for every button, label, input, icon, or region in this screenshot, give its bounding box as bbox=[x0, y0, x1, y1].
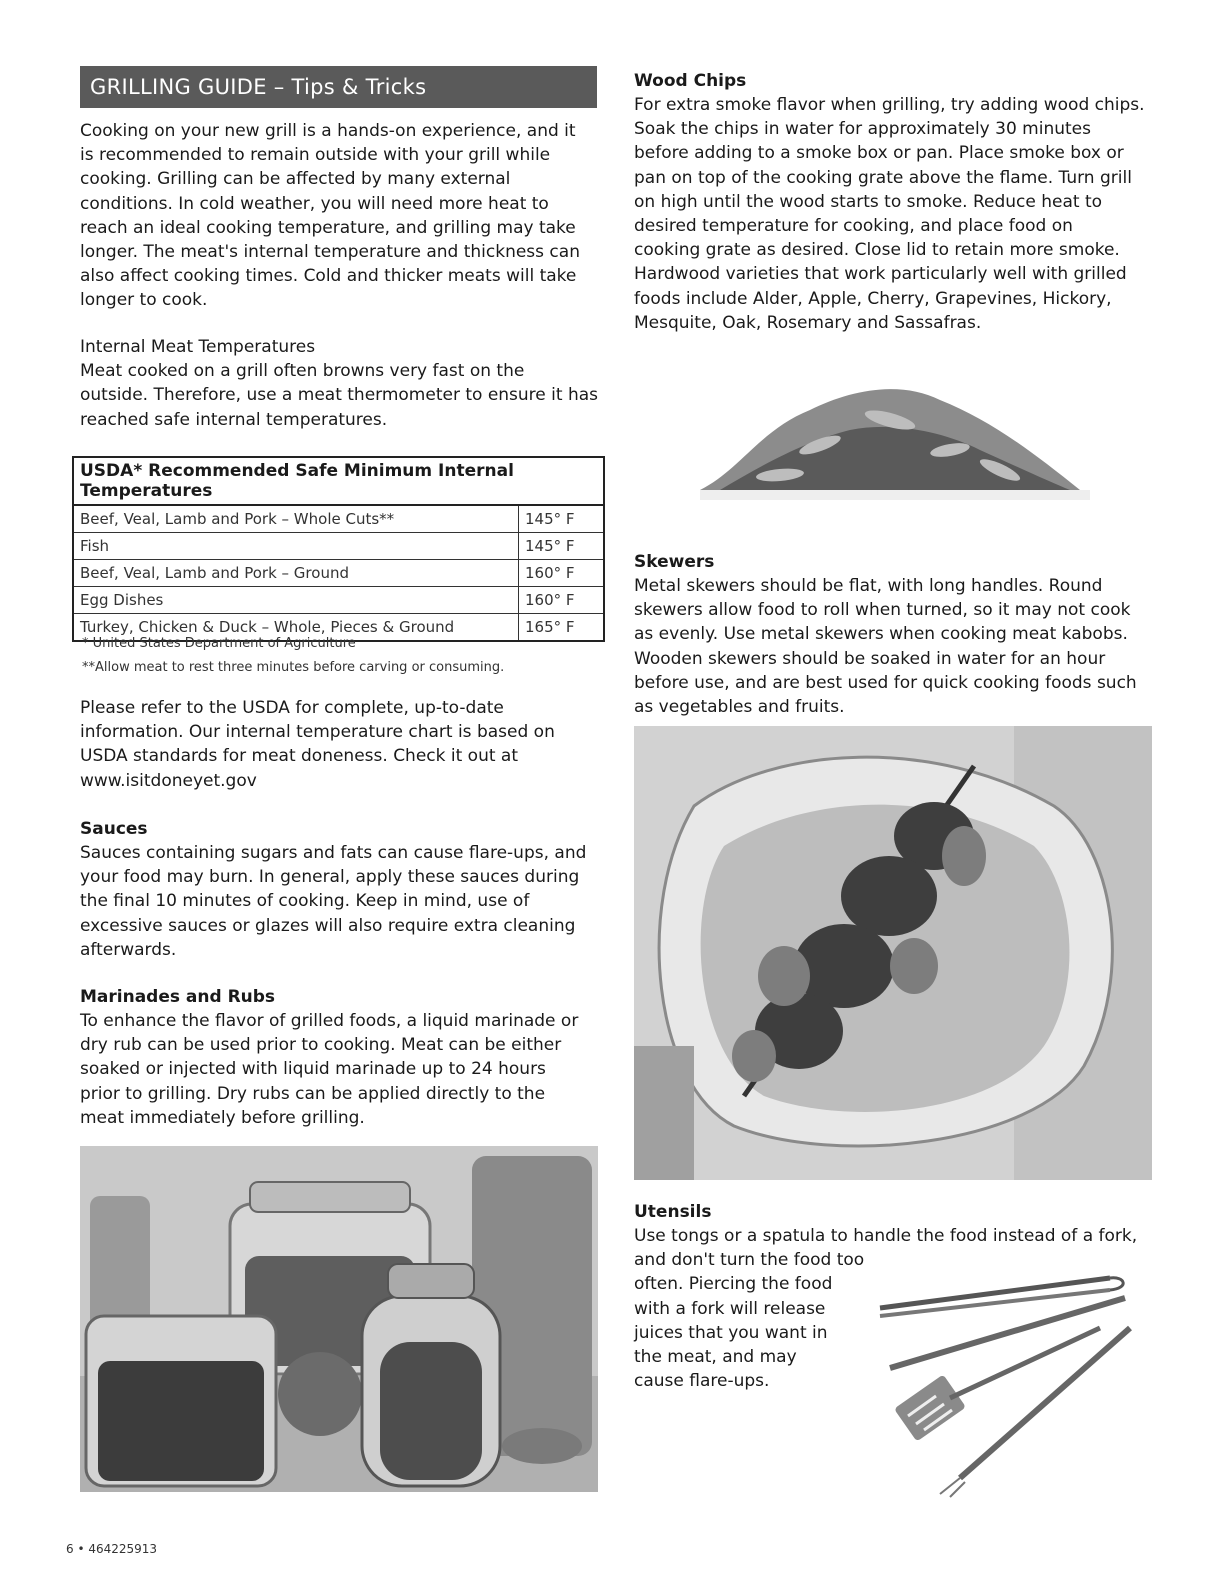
table-footnotes: * United States Department of Agriculture **Allow meat to rest three minutes before carving or consuming. bbox=[82, 636, 505, 675]
skewers-heading: Skewers bbox=[634, 552, 715, 572]
utensils-heading: Utensils bbox=[634, 1202, 712, 1222]
sauces-heading: Sauces bbox=[80, 819, 148, 839]
table-row: Turkey, Chicken & Duck – Whole, Pieces & Ground 165° F bbox=[73, 614, 604, 642]
table-title: USDA* Recommended Safe Minimum Internal Temperatures bbox=[73, 457, 604, 505]
kabob-photo bbox=[634, 726, 1152, 1180]
page-number: 6 • 464225913 bbox=[66, 1542, 158, 1556]
wood-chips-photo bbox=[700, 350, 1090, 530]
marinades-section: Marinades and Rubs To enhance the flavor of grilled foods, a liquid marinade or dry rub can be used prior to cooking. Meat can be either soaked or injected with liquid marinade up to 24 hours prior to grilling. Dry rubs can be applied directly to the meat immediately before grilling. bbox=[80, 985, 605, 1130]
usda-temperature-table bbox=[72, 456, 605, 642]
internal-temps-section: Internal Meat Temperatures Meat cooked on a grill often browns very fast on the outside. Therefore, use a meat thermometer to ensure it has reached safe internal temperatures. bbox=[80, 335, 605, 432]
table-row: Beef, Veal, Lamb and Pork – Ground 160° F bbox=[73, 560, 604, 587]
intro-paragraph: Cooking on your new grill is a hands-on experience, and it is recommended to remain outside with your grill while cooking. Grilling can be affected by many external conditions. In cold weather, you will need more heat to reach an ideal cooking temperature, and grilling may take longer. The meat's internal temperature and thickness can also affect cooking times. Cold and thicker meats will take longer to cook. bbox=[80, 121, 580, 311]
marinade-jars-photo bbox=[80, 1146, 598, 1492]
table-row: Fish 145° F bbox=[73, 533, 604, 560]
table-row: Egg Dishes 160° F bbox=[73, 587, 604, 614]
table-row: Beef, Veal, Lamb and Pork – Whole Cuts** 145° F bbox=[73, 505, 604, 533]
marinades-heading: Marinades and Rubs bbox=[80, 987, 276, 1007]
sauces-section: Sauces Sauces containing sugars and fats can cause flare-ups, and your food may burn. In general, apply these sauces during the final 10 minutes of cooking. Keep in mind, use of excessive sauces or glazes will also require extra cleaning afterwards. bbox=[80, 817, 605, 962]
section-banner: GRILLING GUIDE – Tips & Tricks bbox=[80, 66, 597, 108]
utensils-section: Utensils Use tongs or a spatula to handle the food instead of a fork, and don't turn the food too often. Piercing the food with a fork will release juices that you want in the meat, and may cause flare-ups. bbox=[634, 1200, 1154, 1393]
wood-chips-section: Wood Chips For extra smoke flavor when grilling, try adding wood chips. Soak the chips in water for approximately 30 minutes before adding to a smoke box or pan. Place smoke box or pan on top of the cooking grate above the flame. Turn grill on high until the wood starts to smoke. Reduce heat to desired temperature for cooking, and place food on cooking grate as desired. Close lid to retain more smoke. Hardwood varieties that work particularly well with grilled foods include Alder, Apple, Cherry, Grapevines, Hickory, Mesquite, Oak, Rosemary and Sassafras. bbox=[634, 69, 1154, 335]
wood-chips-heading: Wood Chips bbox=[634, 71, 747, 91]
internal-temps-heading: Internal Meat Temperatures bbox=[80, 337, 316, 357]
skewers-section: Skewers Metal skewers should be flat, with long handles. Round skewers allow food to roll when turned, so it may not cook as evenly. Use metal skewers when cooking meat kabobs. Wooden skewers should be soaked in water for an hour before use, and are best used for quick cooking foods such as vegetables and fruits. bbox=[634, 550, 1154, 719]
utensils-photo bbox=[870, 1268, 1160, 1498]
usda-refer-paragraph: Please refer to the USDA for complete, up-to-date information. Our internal temperature chart is based on USDA standards for meat doneness. Check it out at www.isitdoneyet.gov bbox=[80, 698, 555, 791]
